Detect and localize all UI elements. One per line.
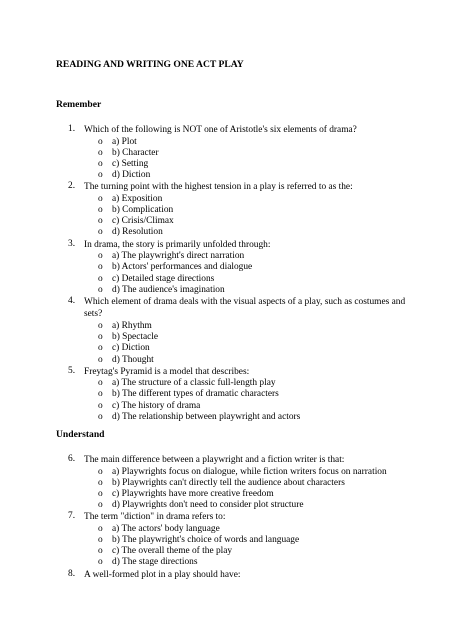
bullet-icon: o	[98, 205, 103, 215]
bullet-icon: o	[98, 557, 103, 568]
question-text: The term "diction" in drama refers to:	[84, 512, 226, 523]
bullet-icon: o	[98, 500, 103, 511]
answer-option: d) Resolution	[112, 227, 163, 238]
answer-option: a) Rhythm	[112, 320, 152, 331]
bullet-icon: o	[98, 389, 103, 400]
question-text: Which element of drama deals with the visual aspects of a play, such as costumes and sets?	[84, 296, 406, 320]
bullet-icon: o	[98, 273, 103, 284]
answer-option: a) Exposition	[112, 193, 163, 204]
answer-option: b) Playwrights can't directly tell the audience about characters	[112, 477, 345, 488]
bullet-icon: o	[98, 216, 103, 227]
bullet-icon: o	[98, 488, 103, 499]
question-number: 1.	[68, 124, 76, 134]
question-text: Which of the following is NOT one of Aristotle's six elements of drama?	[84, 125, 357, 135]
answer-option: b) Character	[112, 147, 159, 158]
bullet-icon: o	[98, 343, 103, 354]
document-title: READING AND WRITING ONE ACT PLAY	[56, 59, 244, 70]
answer-option: c) Diction	[112, 343, 150, 354]
answer-option: a) Playwrights focus on dialogue, while fiction writers focus on narration	[112, 466, 387, 477]
bullet-icon: o	[98, 158, 103, 169]
answer-option: d) Thought	[112, 354, 154, 365]
bullet-icon: o	[98, 251, 103, 262]
question-text: The turning point with the highest tension in a play is referred to as the:	[84, 182, 353, 193]
question-number: 6.	[68, 454, 76, 464]
answer-option: c) Detailed stage directions	[112, 273, 215, 284]
answer-option: b) The different types of dramatic characters	[112, 389, 279, 400]
answer-option: c) The overall theme of the play	[112, 546, 233, 557]
section-heading: Understand	[56, 429, 105, 440]
bullet-icon: o	[98, 147, 103, 158]
bullet-icon: o	[98, 477, 103, 488]
answer-option: a) The structure of a classic full-length play	[112, 378, 276, 389]
answer-option: c) The history of drama	[112, 400, 201, 411]
question-text: A well-formed plot in a play should have:	[84, 569, 241, 580]
answer-option: c) Setting	[112, 158, 149, 169]
answer-option: a) Plot	[112, 136, 137, 147]
bullet-icon: o	[98, 535, 103, 545]
answer-option: b) The playwright's choice of words and language	[112, 535, 300, 545]
answer-option: a) The actors' body language	[112, 523, 220, 534]
answer-option: d) The relationship between playwright and actors	[112, 411, 301, 422]
answer-option: b) Spectacle	[112, 332, 159, 343]
question-text: In drama, the story is primarily unfolded through:	[84, 239, 271, 250]
section-heading: Remember	[56, 99, 102, 110]
question-text: Freytag's Pyramid is a model that describes:	[84, 366, 250, 377]
answer-option: d) The audience's imagination	[112, 284, 225, 295]
answer-option: d) Playwrights don't need to consider plot structure	[112, 500, 304, 511]
answer-option: d) Diction	[112, 170, 151, 181]
bullet-icon: o	[98, 378, 103, 389]
bullet-icon: o	[98, 400, 103, 411]
bullet-icon: o	[98, 136, 103, 147]
bullet-icon: o	[98, 262, 103, 273]
question-number: 8.	[68, 568, 76, 579]
bullet-icon: o	[98, 354, 103, 365]
bullet-icon: o	[98, 193, 103, 204]
answer-option: c) Crisis/Climax	[112, 216, 174, 227]
question-number: 3.	[68, 238, 76, 249]
question-number: 5.	[68, 365, 76, 376]
bullet-icon: o	[98, 411, 103, 422]
question-text: The main difference between a playwright and a fiction writer is that:	[84, 455, 345, 465]
answer-option: b) Complication	[112, 205, 174, 215]
bullet-icon: o	[98, 546, 103, 557]
answer-option: b) Actors' performances and dialogue	[112, 262, 253, 273]
bullet-icon: o	[98, 320, 103, 331]
answer-option: c) Playwrights have more creative freedom	[112, 488, 274, 499]
bullet-icon: o	[98, 227, 103, 238]
bullet-icon: o	[98, 332, 103, 343]
question-number: 2.	[68, 181, 76, 192]
answer-option: d) The stage directions	[112, 557, 198, 568]
question-number: 4.	[68, 295, 76, 306]
bullet-icon: o	[98, 523, 103, 534]
bullet-icon: o	[98, 466, 103, 477]
bullet-icon: o	[98, 284, 103, 295]
bullet-icon: o	[98, 170, 103, 181]
answer-option: a) The playwright's direct narration	[112, 251, 245, 262]
question-number: 7.	[68, 511, 76, 522]
